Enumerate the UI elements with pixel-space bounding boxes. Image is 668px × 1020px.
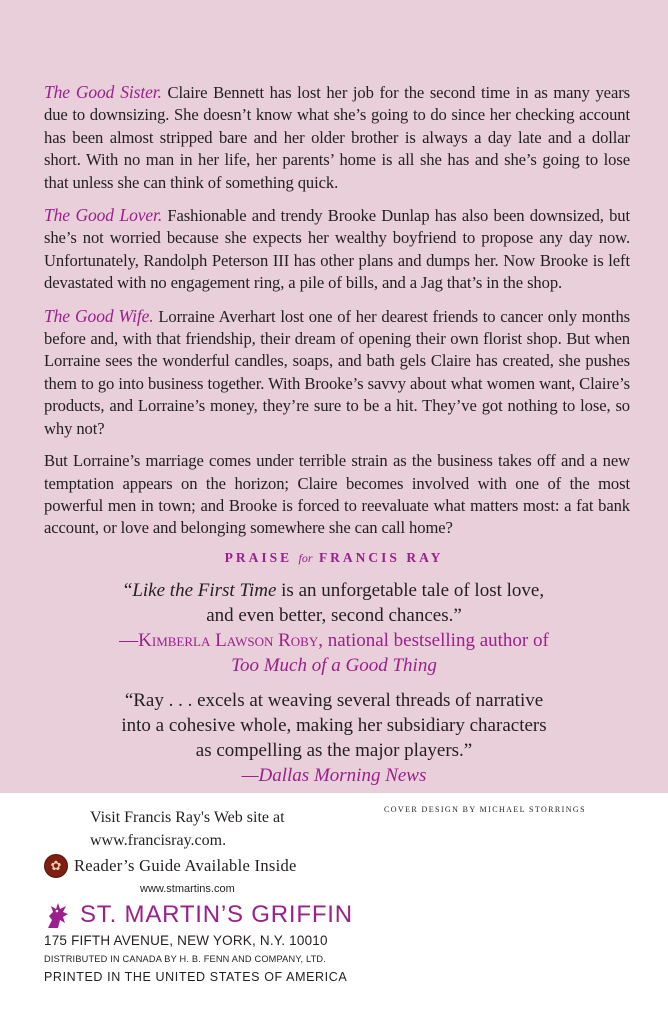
synopsis-paragraph-4: But Lorraine’s marriage comes under terrible strain as the business takes off and a new temptation appears on the horizon; Claire becomes involved with one of the most powerful men in town; and Brooke is forced to reevaluate what matters most: a fat bank account, or love and belonging somewhere she can call home? xyxy=(44,451,630,538)
author-website: Visit Francis Ray's Web site at www.francisray.com. xyxy=(90,809,285,849)
praise-heading: PRAISE for FRANCIS RAY xyxy=(224,550,444,565)
printed-in: PRINTED IN THE UNITED STATES OF AMERICA xyxy=(44,970,348,984)
synopsis-paragraph-2: The Good Lover. Fashionable and trendy Brooke Dunlap has also been downsized, but she’s not worried because she expects her wealthy boyfriend to propose any day now. Unfortunately, Randolph Peterson III has other plans and dumps her. Now Brooke is left devastated with no engagement ring, a pile of bills, and a Jag that’s in the shop. xyxy=(44,205,630,293)
synopsis xyxy=(44,81,630,550)
cover-design-credit: COVER DESIGN BY MICHAEL STORRINGS xyxy=(384,805,586,814)
praise-quote-2: “Ray . . . excels at weaving several threads of narrative into a cohesive whole, making her subsidiary characters as compelling as the major players.” —Dallas Morning News xyxy=(0,688,668,788)
synopsis-paragraph-3: The Good Wife. Lorraine Averhart lost one of her dearest friends to cancer only months before and, with that friendship, their dream of opening their own florist shop. But when Lorraine sees the wonderful candles, soaps, and bath gels Claire has created, she pushes them to go into business together. With Brooke’s savvy about what women want, Claire’s products, and Lorraine’s money, they’re sure to be a hit. They’ve got nothing to lose, so why not? xyxy=(44,305,630,438)
canada-distribution: DISTRIBUTED IN CANADA BY H. B. FENN AND COMPANY, LTD. xyxy=(44,954,327,964)
publisher-address: 175 FIFTH AVENUE, NEW YORK, N.Y. 10010 xyxy=(44,933,328,948)
publisher-website: www.stmartins.com xyxy=(140,883,235,895)
heading-good-lover: The Good Lover. xyxy=(44,205,163,226)
praise-quote-1: “Like the First Time is an unforgetable tale of lost love, and even better, second chances.” —Kimberla Lawson Roby, national bestselling author of Too Much of a Good Thing xyxy=(0,578,668,678)
synopsis-paragraph-1: The Good Sister. Claire Bennett has lost her job for the second time in as many years due to downsizing. She doesn’t know what she’s going to do since her checking account has been almost stripped bare and her older brother is always a day late and a dollar short. With no man in her life, her parents’ home is all she has and she’s going to lose that unless she can think of something quick. xyxy=(44,82,630,192)
readers-guide-notice: ✿ Reader’s Guide Available Inside xyxy=(44,854,297,878)
book-title: Like the First Time xyxy=(132,580,277,601)
quote-2-attribution: —Dallas Morning News xyxy=(241,765,427,786)
heading-good-sister: The Good Sister. xyxy=(44,82,162,102)
publisher-logo: ST. MARTIN’S GRIFFIN xyxy=(44,900,353,930)
quote-1-attribution: —Kimberla Lawson Roby, national bestselling author of xyxy=(119,630,549,651)
griffin-icon xyxy=(44,900,72,930)
heading-good-wife: The Good Wife. xyxy=(44,305,154,326)
book-seal-icon: ✿ xyxy=(44,854,68,878)
